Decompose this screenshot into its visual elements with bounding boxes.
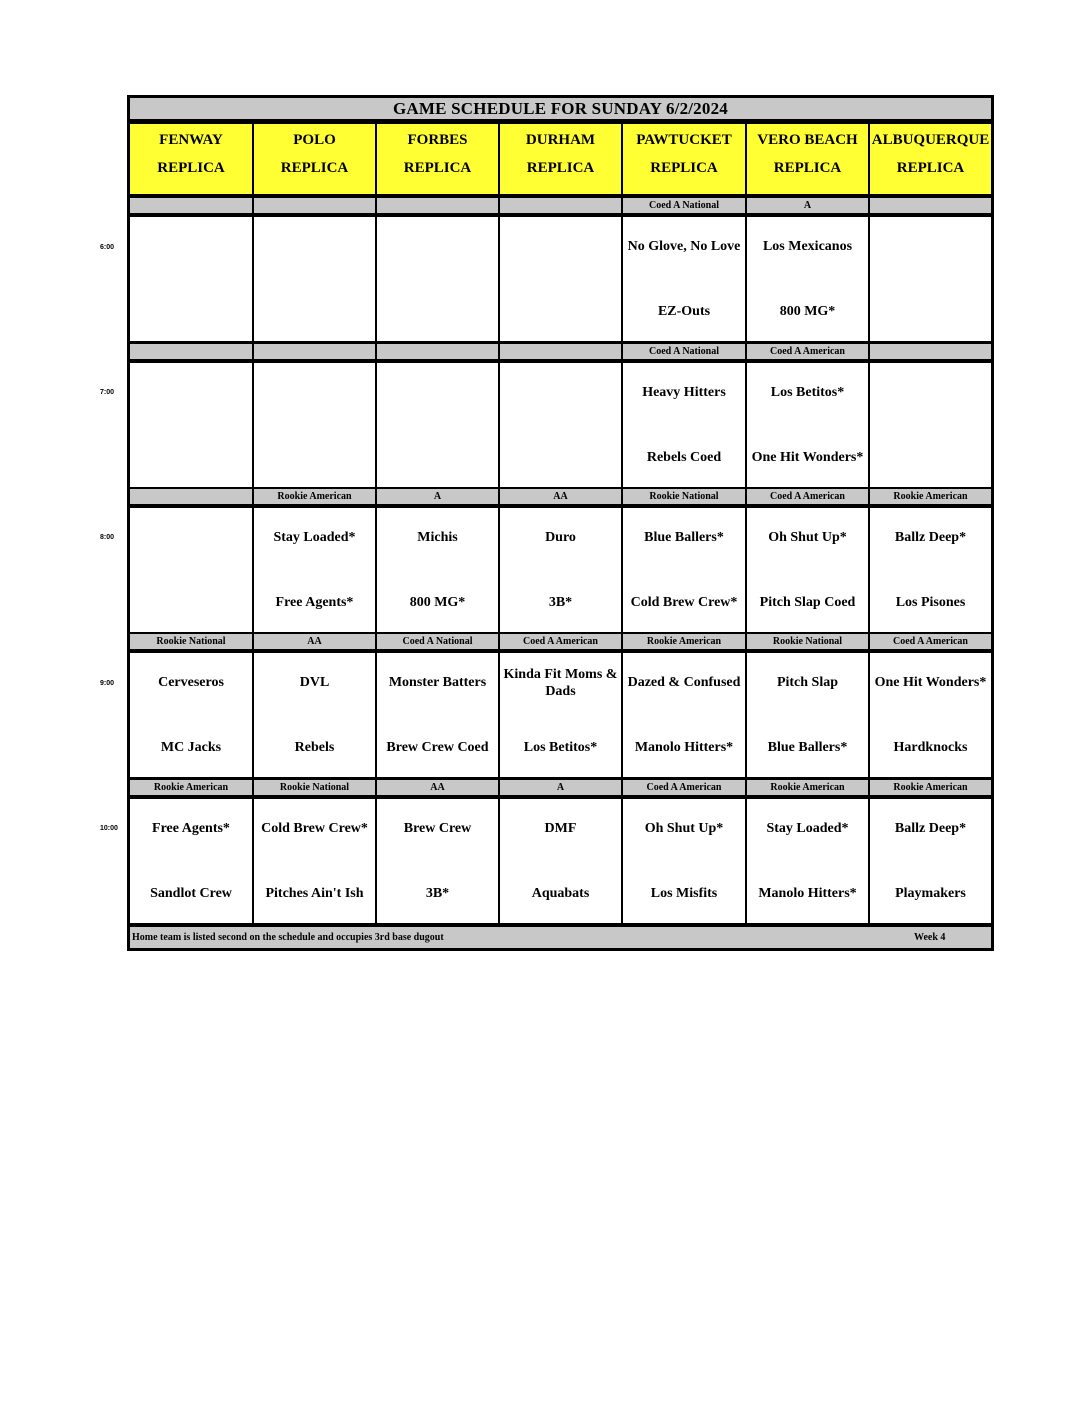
game-cell	[254, 508, 375, 632]
home-team	[870, 292, 991, 332]
game-cell	[130, 508, 252, 632]
home-team: Hardknocks	[893, 740, 968, 756]
field-subtitle: REPLICA	[773, 160, 842, 176]
home-team	[130, 583, 252, 623]
division-label: Coed A American	[623, 780, 745, 795]
division-label: AA	[500, 489, 621, 504]
home-team: Brew Crew Coed	[386, 740, 489, 756]
home-team: Blue Ballers*	[767, 740, 848, 756]
game-cell	[870, 799, 991, 923]
game-cell	[500, 653, 621, 777]
away-team: DMF	[544, 821, 577, 837]
division-label: Rookie American	[254, 489, 375, 504]
game-cell	[130, 217, 252, 341]
game-cell	[870, 217, 991, 341]
home-team: EZ-Outs	[657, 304, 711, 320]
home-team	[254, 438, 375, 478]
away-team	[130, 227, 252, 267]
game-cell	[500, 217, 621, 341]
game-cell	[500, 508, 621, 632]
division-label	[500, 344, 621, 359]
away-team: Pitch Slap	[776, 675, 839, 691]
game-cell	[254, 653, 375, 777]
game-cell	[870, 363, 991, 487]
division-label: Rookie American	[130, 780, 252, 795]
home-team: 800 MG*	[409, 595, 466, 611]
division-label: A	[377, 489, 498, 504]
field-name: DURHAM	[525, 132, 596, 148]
division-label: A	[500, 780, 621, 795]
away-team	[870, 373, 991, 413]
game-cell	[500, 799, 621, 923]
game-cell	[623, 799, 745, 923]
home-team: Free Agents*	[275, 595, 354, 611]
away-team: Stay Loaded*	[766, 821, 849, 837]
home-team: 3B*	[548, 595, 573, 611]
game-cell	[377, 217, 498, 341]
field-header-6	[870, 124, 991, 194]
home-team	[377, 292, 498, 332]
away-team	[500, 227, 621, 267]
division-label: Coed A National	[623, 198, 745, 213]
home-team	[130, 438, 252, 478]
home-team: One Hit Wonders*	[751, 450, 864, 466]
game-cell	[254, 799, 375, 923]
away-team: One Hit Wonders*	[874, 675, 987, 691]
division-label: Coed A American	[747, 344, 868, 359]
division-label: Coed A American	[500, 634, 621, 649]
division-label: Coed A American	[747, 489, 868, 504]
away-team	[130, 518, 252, 558]
home-team: Los Betitos*	[523, 740, 598, 756]
division-label	[130, 344, 252, 359]
away-team	[870, 227, 991, 267]
division-label: Rookie National	[623, 489, 745, 504]
game-cell	[130, 799, 252, 923]
home-team	[500, 292, 621, 332]
away-team: Ballz Deep*	[894, 821, 967, 837]
field-subtitle: REPLICA	[650, 160, 718, 176]
home-team	[500, 438, 621, 478]
away-team	[500, 373, 621, 413]
game-cell	[254, 363, 375, 487]
division-label: AA	[254, 634, 375, 649]
game-cell	[377, 653, 498, 777]
division-label	[870, 344, 991, 359]
division-label	[254, 344, 375, 359]
away-team: Blue Ballers*	[644, 530, 724, 546]
away-team: Los Betitos*	[770, 385, 845, 401]
field-name: ALBUQUERQUE	[871, 132, 990, 148]
game-cell	[747, 508, 868, 632]
division-label	[130, 198, 252, 213]
game-cell	[500, 363, 621, 487]
away-team: Free Agents*	[152, 821, 230, 837]
division-label	[130, 489, 252, 504]
home-team: Rebels	[294, 740, 335, 756]
home-team: MC Jacks	[160, 740, 222, 756]
away-team: Brew Crew	[403, 821, 472, 837]
time-label: 8:00	[100, 534, 115, 541]
division-label: AA	[377, 780, 498, 795]
field-name: VERO BEACH	[757, 132, 858, 148]
division-label: Coed A American	[870, 634, 991, 649]
division-label: Rookie American	[747, 780, 868, 795]
division-label: Rookie American	[870, 489, 991, 504]
field-subtitle: REPLICA	[526, 160, 595, 176]
field-name: FORBES	[407, 132, 468, 148]
away-team	[254, 373, 375, 413]
game-cell	[623, 508, 745, 632]
away-team: Duro	[545, 530, 576, 546]
away-team	[377, 373, 498, 413]
division-label: Coed A National	[623, 344, 745, 359]
field-subtitle: REPLICA	[896, 160, 965, 176]
home-team: Playmakers	[895, 886, 966, 902]
away-team: No Glove, No Love	[627, 239, 741, 255]
game-cell	[747, 217, 868, 341]
home-team-note: Home team is listed second on the schedule and occupies 3rd base dugout	[132, 932, 444, 943]
home-team: Sandlot Crew	[150, 886, 232, 902]
division-label	[377, 344, 498, 359]
away-team	[377, 227, 498, 267]
game-cell	[623, 653, 745, 777]
field-header-3	[500, 124, 621, 194]
field-header-4	[623, 124, 745, 194]
away-team: Kinda Fit Moms & Dads	[503, 666, 618, 699]
schedule-footer	[130, 927, 991, 948]
division-label: Rookie National	[130, 634, 252, 649]
field-subtitle: REPLICA	[157, 160, 225, 176]
home-team: Cold Brew Crew*	[630, 595, 738, 611]
division-label: A	[747, 198, 868, 213]
time-label: 9:00	[100, 680, 115, 687]
away-team: Oh Shut Up*	[768, 530, 847, 546]
division-label	[254, 198, 375, 213]
away-team: Los Mexicanos	[762, 239, 853, 255]
game-cell	[623, 217, 745, 341]
division-label	[870, 198, 991, 213]
home-team: Los Pisones	[895, 595, 966, 611]
home-team: Rebels Coed	[646, 450, 722, 466]
home-team	[870, 438, 991, 478]
game-cell	[377, 508, 498, 632]
schedule-title: GAME SCHEDULE FOR SUNDAY 6/2/2024	[130, 98, 991, 119]
home-team: Pitches Ain't Ish	[265, 886, 364, 902]
game-cell	[747, 653, 868, 777]
home-team: Manolo Hitters*	[634, 740, 734, 756]
away-team: Monster Batters	[388, 675, 487, 691]
division-label: Rookie American	[623, 634, 745, 649]
home-team: 3B*	[425, 886, 450, 902]
division-label: Coed A National	[377, 634, 498, 649]
field-header-2	[377, 124, 498, 194]
game-cell	[870, 653, 991, 777]
game-cell	[130, 653, 252, 777]
division-label	[500, 198, 621, 213]
home-team: 800 MG*	[779, 304, 836, 320]
away-team: Michis	[417, 530, 458, 546]
away-team	[130, 373, 252, 413]
home-team: Manolo Hitters*	[758, 886, 857, 902]
home-team	[377, 438, 498, 478]
field-subtitle: REPLICA	[280, 160, 349, 176]
game-cell	[747, 799, 868, 923]
field-name: POLO	[293, 132, 336, 148]
field-header-0	[130, 124, 252, 194]
field-name: PAWTUCKET	[636, 132, 732, 148]
division-label: Rookie National	[747, 634, 868, 649]
game-cell	[130, 363, 252, 487]
away-team: Oh Shut Up*	[644, 821, 724, 837]
schedule-table	[127, 95, 994, 951]
field-header-5	[747, 124, 868, 194]
division-label	[377, 198, 498, 213]
week-label: Week 4	[914, 932, 946, 943]
game-cell	[254, 217, 375, 341]
field-header-1	[254, 124, 375, 194]
game-cell	[870, 508, 991, 632]
away-team: Heavy Hitters	[642, 385, 726, 401]
field-name: FENWAY	[159, 132, 223, 148]
away-team: Dazed & Confused	[627, 675, 741, 691]
home-team	[130, 292, 252, 332]
game-cell	[377, 363, 498, 487]
game-cell	[377, 799, 498, 923]
division-label: Rookie American	[870, 780, 991, 795]
division-label: Rookie National	[254, 780, 375, 795]
home-team: Los Misfits	[650, 886, 718, 902]
home-team	[254, 292, 375, 332]
time-label: 10:00	[100, 825, 118, 832]
game-cell	[747, 363, 868, 487]
away-team: DVL	[299, 675, 330, 691]
field-subtitle: REPLICA	[403, 160, 472, 176]
away-team: Ballz Deep*	[894, 530, 967, 546]
time-label: 6:00	[100, 244, 115, 251]
home-team: Pitch Slap Coed	[759, 595, 856, 611]
away-team: Cerveseros	[158, 675, 224, 691]
away-team: Cold Brew Crew*	[261, 821, 368, 837]
away-team	[254, 227, 375, 267]
home-team: Aquabats	[531, 886, 590, 902]
time-label: 7:00	[100, 389, 115, 396]
game-cell	[623, 363, 745, 487]
away-team: Stay Loaded*	[273, 530, 356, 546]
